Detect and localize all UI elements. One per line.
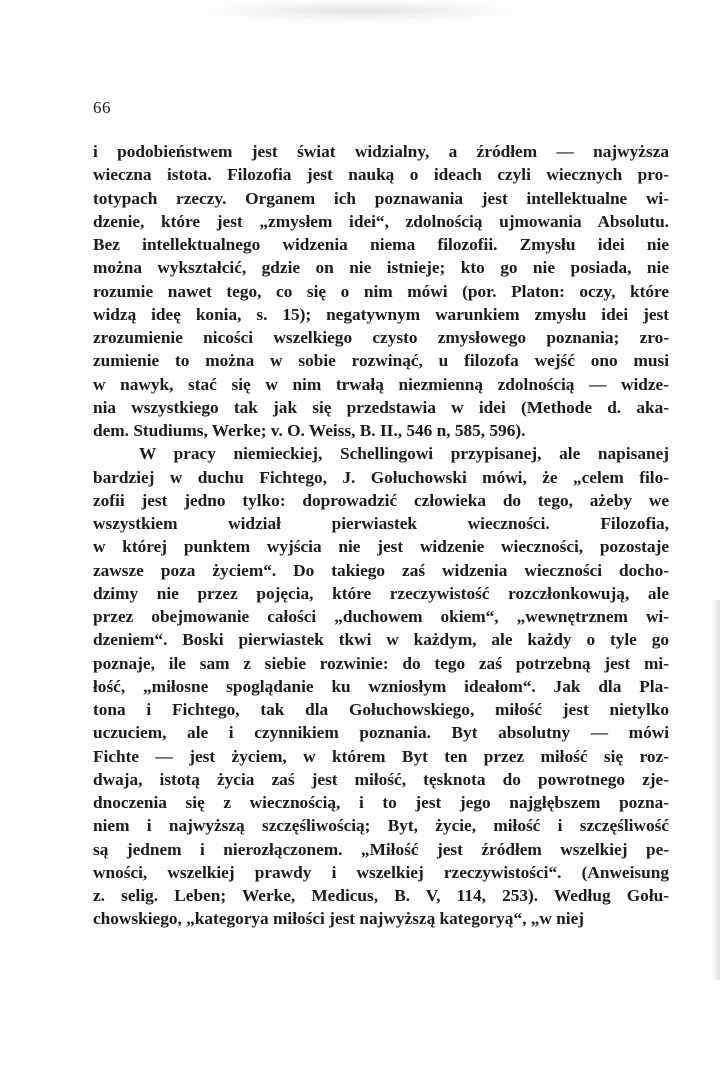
text-line: zumienie to można w sobie rozwinąć, u filozofa wejść ono musi [93, 351, 669, 371]
text-line: widzą ideę konia, s. 15); negatywnym warunkiem zmysłu idei jest [93, 304, 669, 324]
text-line: i podobieństwem jest świat widzialny, a źródłem — najwyższa [93, 142, 669, 161]
text-line: tona i Fichtego, tak dla Gołuchowskiego, miłość jest nietylko [93, 700, 669, 719]
text-line: przez obejmowanie całości „duchowem okiem“, „wewnętrznem wi- [93, 607, 669, 626]
text-line: niem i najwyższą szczęśliwością; Byt, życie, miłość i szczęśliwość [93, 816, 669, 836]
text-line: nia wszystkiego tak jak się przedstawia w idei (Methode d. aka- [93, 397, 669, 417]
text-line: wności, wszelkiej prawdy i wszelkiej rzeczywistości“. (Anweisung [93, 862, 669, 882]
text-line: bardziej w duchu Fichtego, J. Gołuchowski mówi, że „celem filo- [93, 467, 669, 487]
body-text [93, 140, 669, 931]
text-line: Fichte — jest życiem, w którem Byt ten przez miłość się roz- [93, 746, 669, 766]
text-line: chowskiego, „kategorya miłości jest najwyższą kategoryą“, „w niej [93, 909, 585, 929]
text-line: dwaja, istotą życia zaś jest miłość, tęsknota do powrotnego zje- [93, 769, 669, 789]
text-line: w nawyk, stać się w nim trwałą niezmienną zdolnością — widze- [93, 374, 669, 394]
text-line: W pracy niemieckiej, Schellingowi przypisanej, ale napisanej [139, 444, 669, 464]
text-line: wieczna istota. Filozofia jest nauką o ideach czyli wiecznych pro- [93, 165, 669, 185]
text-line: zrozumienie nicości wszelkiego czysto zmysłowego poznania; zro- [93, 328, 669, 347]
text-line: dzeniem“. Boski pierwiastek tkwi w każdym, ale każdy o tyle go [93, 630, 669, 650]
paragraph [93, 442, 669, 930]
text-line: Bez intellektualnego widzenia niema filozofii. Zmysłu idei nie [93, 235, 669, 254]
text-line: zofii jest jedno tylko: doprowadzić człowieka do tego, ażeby we [93, 490, 669, 510]
text-line: w której punktem wyjścia nie jest widzenie wieczności, pozostaje [93, 537, 669, 557]
text-line: można wykształcić, gdzie on nie istnieje; kto go nie posiada, nie [93, 258, 669, 278]
text-line: poznaje, ile sam z siebie rozwinie: do tego zaś potrzebną jest mi- [93, 653, 669, 673]
scan-edge-shadow [712, 600, 720, 980]
text-line: są jednem i nierozłączonem. „Miłość jest źródłem wszelkiej pe- [93, 839, 669, 859]
text-line: dem. Studiums, Werke; v. O. Weiss, B. II., 546 n, 585, 596). [93, 421, 526, 440]
text-line: z. selig. Leben; Werke, Medicus, B. V, 114, 253). Według Gołu- [93, 886, 669, 905]
text-line: totypach rzeczy. Organem ich poznawania jest intellektualne wi- [93, 188, 669, 208]
text-line: zawsze poza życiem“. Do takiego zaś widzenia wieczności docho- [93, 560, 669, 580]
page-number: 66 [93, 98, 111, 117]
scan-smudge [200, 0, 520, 22]
text-line: wszystkiem widział pierwiastek wieczności. Filozofia, [93, 514, 669, 533]
text-line: rozumie nawet tego, co się o nim mówi (por. Platon: oczy, które [93, 281, 669, 301]
paragraph [93, 140, 669, 442]
text-line: dnoczenia się z wiecznością, i to jest jego najgłębszem pozna- [93, 793, 669, 812]
text-line: łość, „miłosne spoglądanie ku wzniosłym ideałom“. Jak dla Pla- [93, 676, 669, 696]
text-line: uczuciem, ale i czynnikiem poznania. Byt absolutny — mówi [93, 723, 669, 743]
text-line: dzimy nie przez pojęcia, które rzeczywistość rozczłonkowują, ale [93, 583, 669, 603]
text-line: dzenie, które jest „zmysłem idei“, zdolnością ujmowania Absolutu. [93, 211, 669, 231]
